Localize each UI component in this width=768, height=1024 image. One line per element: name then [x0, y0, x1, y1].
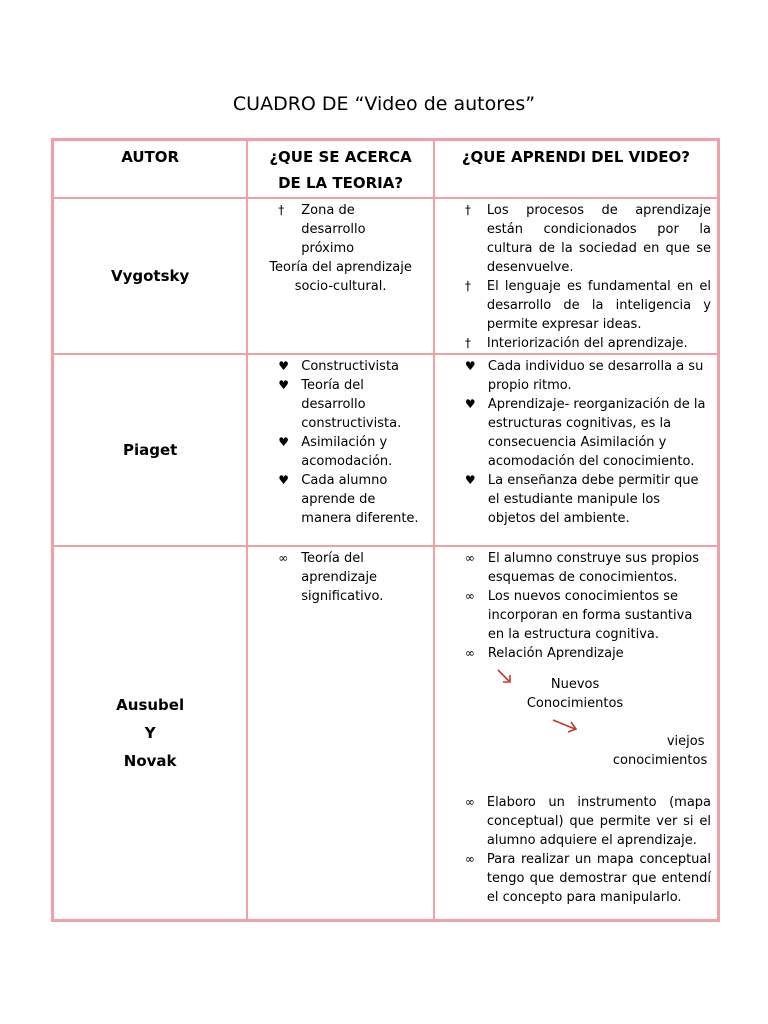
list-item: ∞ Elaboro un instrumento (mapa conceptual) que permite ver si el alumno adquiere el aprendizaje. [464, 795, 711, 848]
list-item: ∞ El alumno construye sus propios esquemas de conocimientos. [464, 551, 700, 585]
cross-icon: † [278, 203, 285, 217]
theory-cell [247, 354, 434, 546]
infinity-icon: ∞ [464, 551, 475, 565]
document-title: CUADRO DE “Video de autores” [232, 93, 536, 115]
theory-cell [247, 198, 434, 354]
heart-icon: ♥ [278, 378, 290, 392]
list-item: ♥ Teoría del desarrollo constructivista. [278, 378, 402, 431]
heart-icon: ♥ [278, 435, 290, 449]
list-item: † El lenguaje es fundamental en el desarrollo de la inteligencia y permite expresar ideas. [464, 279, 711, 332]
author-vygotsky: Vygotsky [53, 198, 247, 354]
arrow-icon [551, 717, 579, 735]
relation-nuevos: Nuevos [550, 677, 600, 692]
table-row [53, 198, 718, 354]
header-acerca-line2: DE LA TEORIA? [278, 174, 404, 192]
table-row [53, 546, 718, 920]
list-item: ♥ La enseñanza debe permitir que el estudiante manipule los objetos del ambiente. [464, 473, 699, 526]
heart-icon: ♥ [464, 473, 476, 487]
header-acerca-line1: ¿QUE SE ACERCA [269, 148, 412, 166]
heart-icon: ♥ [278, 473, 290, 487]
list-item: † Los procesos de aprendizaje están condicionados por la cultura de la sociedad en que se desenvuelve. [464, 203, 711, 275]
infinity-icon: ∞ [464, 795, 475, 809]
infinity-icon: ∞ [464, 852, 475, 866]
theory-text: Teoría del aprendizaje [269, 260, 412, 275]
list-item: ∞ Los nuevos conocimientos se incorporan en forma sustantiva en la estructura cognitiva. [464, 589, 693, 642]
infinity-icon: ∞ [464, 646, 475, 660]
list-item: ♥ Cada alumno aprende de manera diferente. [278, 473, 419, 526]
list-item: ∞ Teoría del aprendizaje significativo. [278, 551, 384, 604]
list-item: ♥ Aprendizaje- reorganización de la estructuras cognitivas, es la consecuencia Asimilación y acomodación del conocimiento. [464, 397, 706, 469]
cross-icon: † [464, 336, 471, 350]
infinity-icon: ∞ [464, 589, 475, 603]
learned-cell [434, 198, 718, 354]
theory-cell [247, 546, 434, 920]
relation-conocimientos: Conocimientos [526, 696, 624, 711]
list-item: ♥ Constructivista [278, 359, 400, 374]
list-item: ∞ Para realizar un mapa conceptual tengo que demostrar que entendí el concepto para manipularlo. [464, 852, 711, 905]
relation-viejos-conocimientos: conocimientos [612, 753, 708, 768]
header-aprendi: ¿QUE APRENDI DEL VIDEO? [434, 140, 718, 198]
learned-cell [434, 546, 718, 920]
author-ausubel-novak: Ausubel Y Novak [53, 546, 247, 920]
relation-diagram [435, 663, 717, 797]
list-item: † Interiorización del aprendizaje. [464, 336, 688, 351]
infinity-icon: ∞ [278, 551, 289, 565]
theory-text: socio-cultural. [294, 279, 387, 294]
list-item: ♥ Asimilación y acomodación. [278, 435, 393, 469]
heart-icon: ♥ [278, 359, 290, 373]
header-row [53, 140, 718, 198]
arrow-icon [495, 667, 515, 687]
list-item: † Zona de desarrollo próximo [278, 203, 366, 256]
authors-table [51, 138, 720, 922]
author-piaget: Piaget [53, 354, 247, 546]
cross-icon: † [464, 279, 471, 293]
table-row [53, 354, 718, 546]
header-autor: AUTOR [53, 140, 247, 198]
relation-viejos: viejos [666, 734, 705, 749]
heart-icon: ♥ [464, 397, 476, 411]
learned-cell [434, 354, 718, 546]
cross-icon: † [464, 203, 471, 217]
heart-icon: ♥ [464, 359, 476, 373]
list-item: ♥ Cada individuo se desarrolla a su propio ritmo. [464, 359, 704, 393]
header-acerca [247, 140, 434, 198]
list-item: ∞ Relación Aprendizaje [464, 646, 624, 661]
